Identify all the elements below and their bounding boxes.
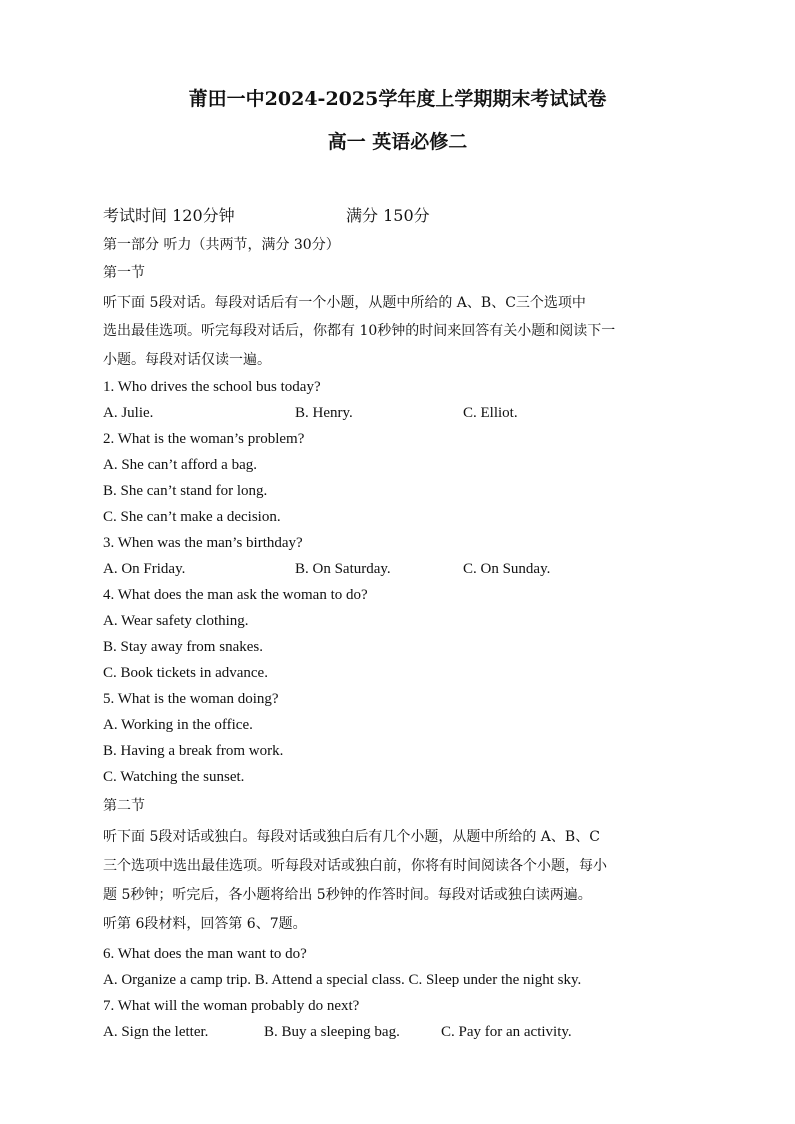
exam-time: 考试时间 120分钟 xyxy=(103,206,235,225)
question-stem: 2. What is the woman’s problem? xyxy=(103,431,305,447)
section2-instruction-line: 三个选项中选出最佳选项。听每段对话或独白前，你将有时间阅读各个小题，每小 xyxy=(103,858,607,874)
section1-heading: 第一节 xyxy=(103,265,145,281)
part1-heading: 第一部分 听力（共两节，满分 30分） xyxy=(103,237,340,253)
option-b: B. Having a break from work. xyxy=(103,743,284,759)
option-a: A. Working in the office. xyxy=(103,717,253,733)
option-b: B. Buy a sleeping bag. xyxy=(264,1024,400,1040)
option-c: C. Watching the sunset. xyxy=(103,769,245,785)
section2-instruction-line: 题 5秒钟；听完后，各小题将给出 5秒钟的作答时间。每段对话或独白读两遍。 xyxy=(103,887,592,903)
options-line: A. Organize a camp trip. B. Attend a special class. C. Sleep under the night sky. xyxy=(103,972,582,988)
option-a: A. She can’t afford a bag. xyxy=(103,457,257,473)
question-stem: 4. What does the man ask the woman to do? xyxy=(103,587,368,603)
material-note: 听第 6段材料，回答第 6、7题。 xyxy=(103,916,307,932)
exam-subtitle: 高一 英语必修二 xyxy=(327,131,468,153)
option-a: A. Wear safety clothing. xyxy=(103,613,249,629)
section1-instruction-line: 选出最佳选项。听完每段对话后，你都有 10秒钟的时间来回答有关小题和阅读下一 xyxy=(103,323,616,339)
exam-score: 满分 150分 xyxy=(346,206,430,225)
option-c: C. Elliot. xyxy=(463,405,518,421)
question-stem: 5. What is the woman doing? xyxy=(103,691,279,707)
section2-heading: 第二节 xyxy=(103,798,145,814)
question-stem: 7. What will the woman probably do next? xyxy=(103,998,360,1014)
option-b: B. Henry. xyxy=(295,405,353,421)
option-b: B. Stay away from snakes. xyxy=(103,639,263,655)
option-c: C. She can’t make a decision. xyxy=(103,509,281,525)
option-a: A. Sign the letter. xyxy=(103,1024,209,1040)
section1-instruction-line: 小题。每段对话仅读一遍。 xyxy=(103,352,271,368)
section1-instruction-line: 听下面 5段对话。每段对话后有一个小题，从题中所给的 A、B、C三个选项中 xyxy=(103,295,586,311)
question-stem: 6. What does the man want to do? xyxy=(103,946,307,962)
option-b: B. On Saturday. xyxy=(295,561,391,577)
option-c: C. Book tickets in advance. xyxy=(103,665,268,681)
exam-title: 莆田一中2024-2025学年度上学期期末考试试卷 xyxy=(188,88,607,110)
option-a: A. Julie. xyxy=(103,405,154,421)
option-b: B. She can’t stand for long. xyxy=(103,483,268,499)
section2-instruction-line: 听下面 5段对话或独白。每段对话或独白后有几个小题，从题中所给的 A、B、C xyxy=(103,829,600,845)
question-stem: 1. Who drives the school bus today? xyxy=(103,379,321,395)
option-c: C. Pay for an activity. xyxy=(441,1024,572,1040)
option-a: A. On Friday. xyxy=(103,561,186,577)
question-stem: 3. When was the man’s birthday? xyxy=(103,535,303,551)
option-c: C. On Sunday. xyxy=(463,561,551,577)
